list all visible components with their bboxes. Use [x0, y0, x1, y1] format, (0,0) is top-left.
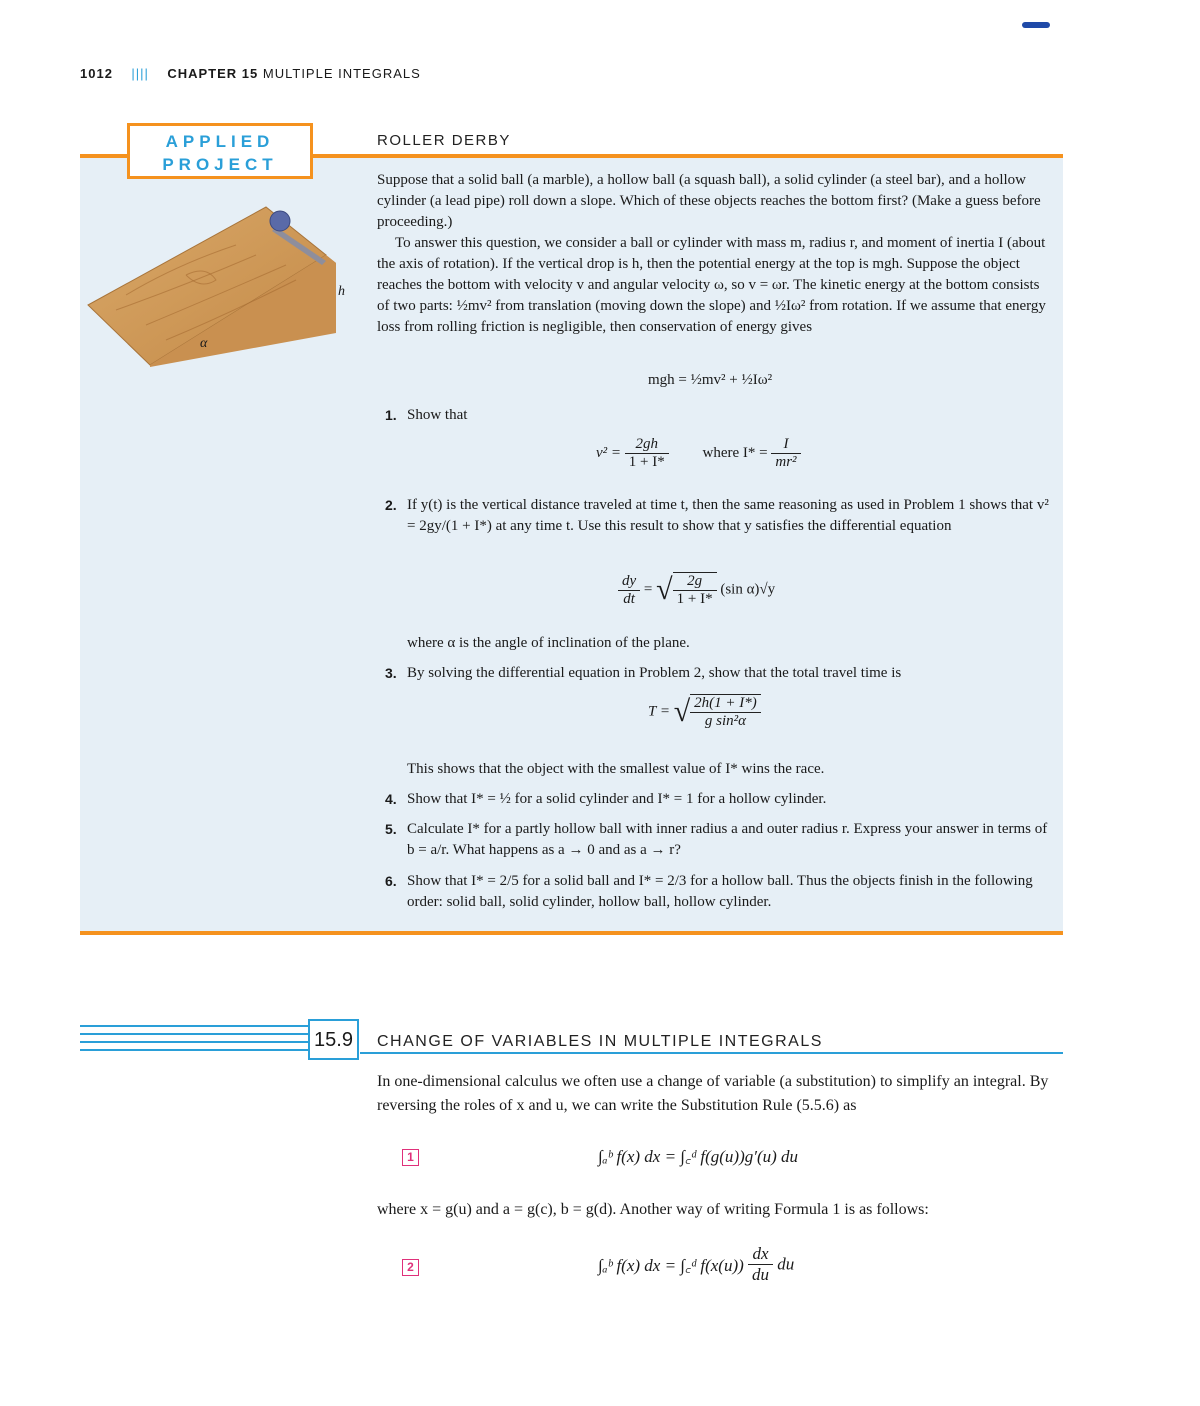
section-title: CHANGE OF VARIABLES IN MULTIPLE INTEGRALS: [377, 1033, 823, 1050]
section-rule-line: [80, 1033, 308, 1035]
eq2-numerator: I: [771, 436, 800, 454]
section-intro: In one-dimensional calculus we often use a change of variable (a substitution) to simplify an integral. By reversing the roles of x and u, we can write the Substitution Rule (5.5.6) as: [377, 1073, 1049, 1114]
chapter-title: MULTIPLE INTEGRALS: [262, 66, 421, 81]
problem-text: Show that: [407, 407, 468, 423]
ramp-figure: [86, 205, 366, 375]
eq-lhs: v² =: [596, 444, 622, 461]
problem-number: 5.: [385, 821, 397, 837]
angle-label: α: [200, 336, 208, 351]
problem-number: 3.: [385, 665, 397, 681]
applied-project-label: [127, 123, 313, 179]
eq-lhs-numerator: dy: [618, 573, 640, 591]
formula-2-frac-den: du: [752, 1265, 770, 1284]
section-number: 15.9: [308, 1019, 359, 1060]
intro-paragraph-1: Suppose that a solid ball (a marble), a hollow ball (a squash ball), a solid cylinder (a steel bar), and a hollow cylinder (a lead pipe) roll down a slope. Which of these objects reaches the bottom first? (Make a guess before proceeding.): [377, 172, 1041, 230]
formula-where-text: where x = g(u) and a = g(c), b = g(d). Another way of writing Formula 1 is as follows:: [377, 1201, 929, 1218]
problem-3: [385, 663, 1055, 684]
section-title-rule: [360, 1052, 1063, 1054]
problem-number: 1.: [385, 407, 397, 423]
problem-text: By solving the differential equation in Problem 2, show that the total travel time is: [407, 665, 902, 681]
height-label: h: [338, 284, 345, 299]
chapter-label: CHAPTER 15: [167, 66, 259, 81]
formula-2-tail: du: [777, 1254, 795, 1274]
formula-2-lhs: ∫ₐᵇ f(x) dx = ∫꜀ᵈ f(x(u)): [598, 1256, 744, 1275]
section-rule-line: [80, 1041, 308, 1043]
formula-1: ∫ₐᵇ f(x) dx = ∫꜀ᵈ f(g(u))g′(u) du: [598, 1147, 799, 1166]
eq-rad-numerator: 2g: [673, 573, 717, 591]
problem-2: [385, 495, 1055, 537]
problem-1-equation: [596, 436, 801, 471]
problem-text: Calculate I* for a partly hollow ball with inner radius a and outer radius r. Express your answer in terms of b = a/r. What happens as a → 0 and as a → r?: [407, 821, 1048, 858]
section-rule-line: [80, 1025, 308, 1027]
header-separator: ||||: [131, 66, 149, 81]
problem-3-after: This shows that the object with the smallest value of I* wins the race.: [407, 761, 825, 777]
formula-2-label: 2: [402, 1259, 419, 1276]
eq-where: where I* =: [702, 444, 768, 461]
problem-2-equation: $\frac{dy}{dt}$ = √ $\frac{2g}{1 + I*}$ (sin α)√y: [618, 572, 775, 608]
intro-paragraph-2: To answer this question, we consider a ball or cylinder with mass m, radius r, and moment of inertia I (about the axis of rotation). If the vertical drop is h, then the potential energy at the top is mgh. Suppose the object reaches the bottom with velocity v and angular velocity ω, so v = ωr. The kinetic energy at the bottom consists of two parts: ½mv² from translation (moving down the slope) and ½Iω² from rotation. If we assume that energy loss from rolling friction is negligible, then conservation of energy gives: [377, 235, 1046, 335]
problem-number: 4.: [385, 791, 397, 807]
eq-denominator: 1 + I*: [628, 454, 665, 470]
eq-lhs: T =: [648, 703, 670, 720]
project-title: ROLLER DERBY: [377, 132, 511, 149]
formula-1-label: 1: [402, 1149, 419, 1166]
project-intro: [377, 170, 1049, 338]
eq-rad-denominator: 1 + I*: [676, 591, 713, 607]
eq2-denominator: mr²: [775, 454, 797, 470]
problem-4: [385, 789, 1055, 810]
label-line-1: APPLIED: [165, 132, 275, 151]
page-corner-mark: [1022, 22, 1050, 28]
problem-number: 6.: [385, 873, 397, 889]
eq-numerator: 2gh: [625, 436, 669, 454]
problem-1: [385, 405, 1055, 426]
label-line-2: PROJECT: [162, 155, 278, 174]
problem-text: If y(t) is the vertical distance traveled at time t, then the same reasoning as used in Problem 1 shows that v² = 2gy/(1 + I*) at any time t. Use this result to show that y satisfies the differential equation: [407, 497, 1049, 534]
formula-2: [598, 1244, 794, 1285]
problem-number: 2.: [385, 497, 397, 513]
problem-text: Show that I* = ½ for a solid cylinder and I* = 1 for a hollow cylinder.: [407, 791, 827, 807]
page-number: 1012: [80, 66, 113, 81]
eq-rad-numerator: 2h(1 + I*): [690, 695, 761, 713]
problem-6: [385, 871, 1055, 913]
problem-3-equation: T = √ $\frac{2h(1 + I*)}{\text{g sin²α}}$: [648, 694, 761, 730]
eq-tail: (sin α)√y: [720, 581, 776, 598]
running-head: [80, 66, 421, 81]
problem-5: [385, 819, 1055, 861]
project-bottom-rule: [80, 931, 1063, 935]
formula-2-frac-num: dx: [748, 1244, 773, 1265]
eq-lhs-denominator: dt: [623, 590, 635, 607]
section-rule-line: [80, 1049, 308, 1051]
energy-equation: mgh = ½mv² + ½Iω²: [648, 372, 773, 388]
problem-2-after: where α is the angle of inclination of the plane.: [407, 635, 690, 651]
eq-rad-denominator: g sin²α: [704, 713, 747, 729]
problem-text: Show that I* = 2/5 for a solid ball and I* = 2/3 for a hollow ball. Thus the objects finish in the following order: solid ball, solid cylinder, hollow ball, hollow cylinder.: [407, 873, 1033, 910]
